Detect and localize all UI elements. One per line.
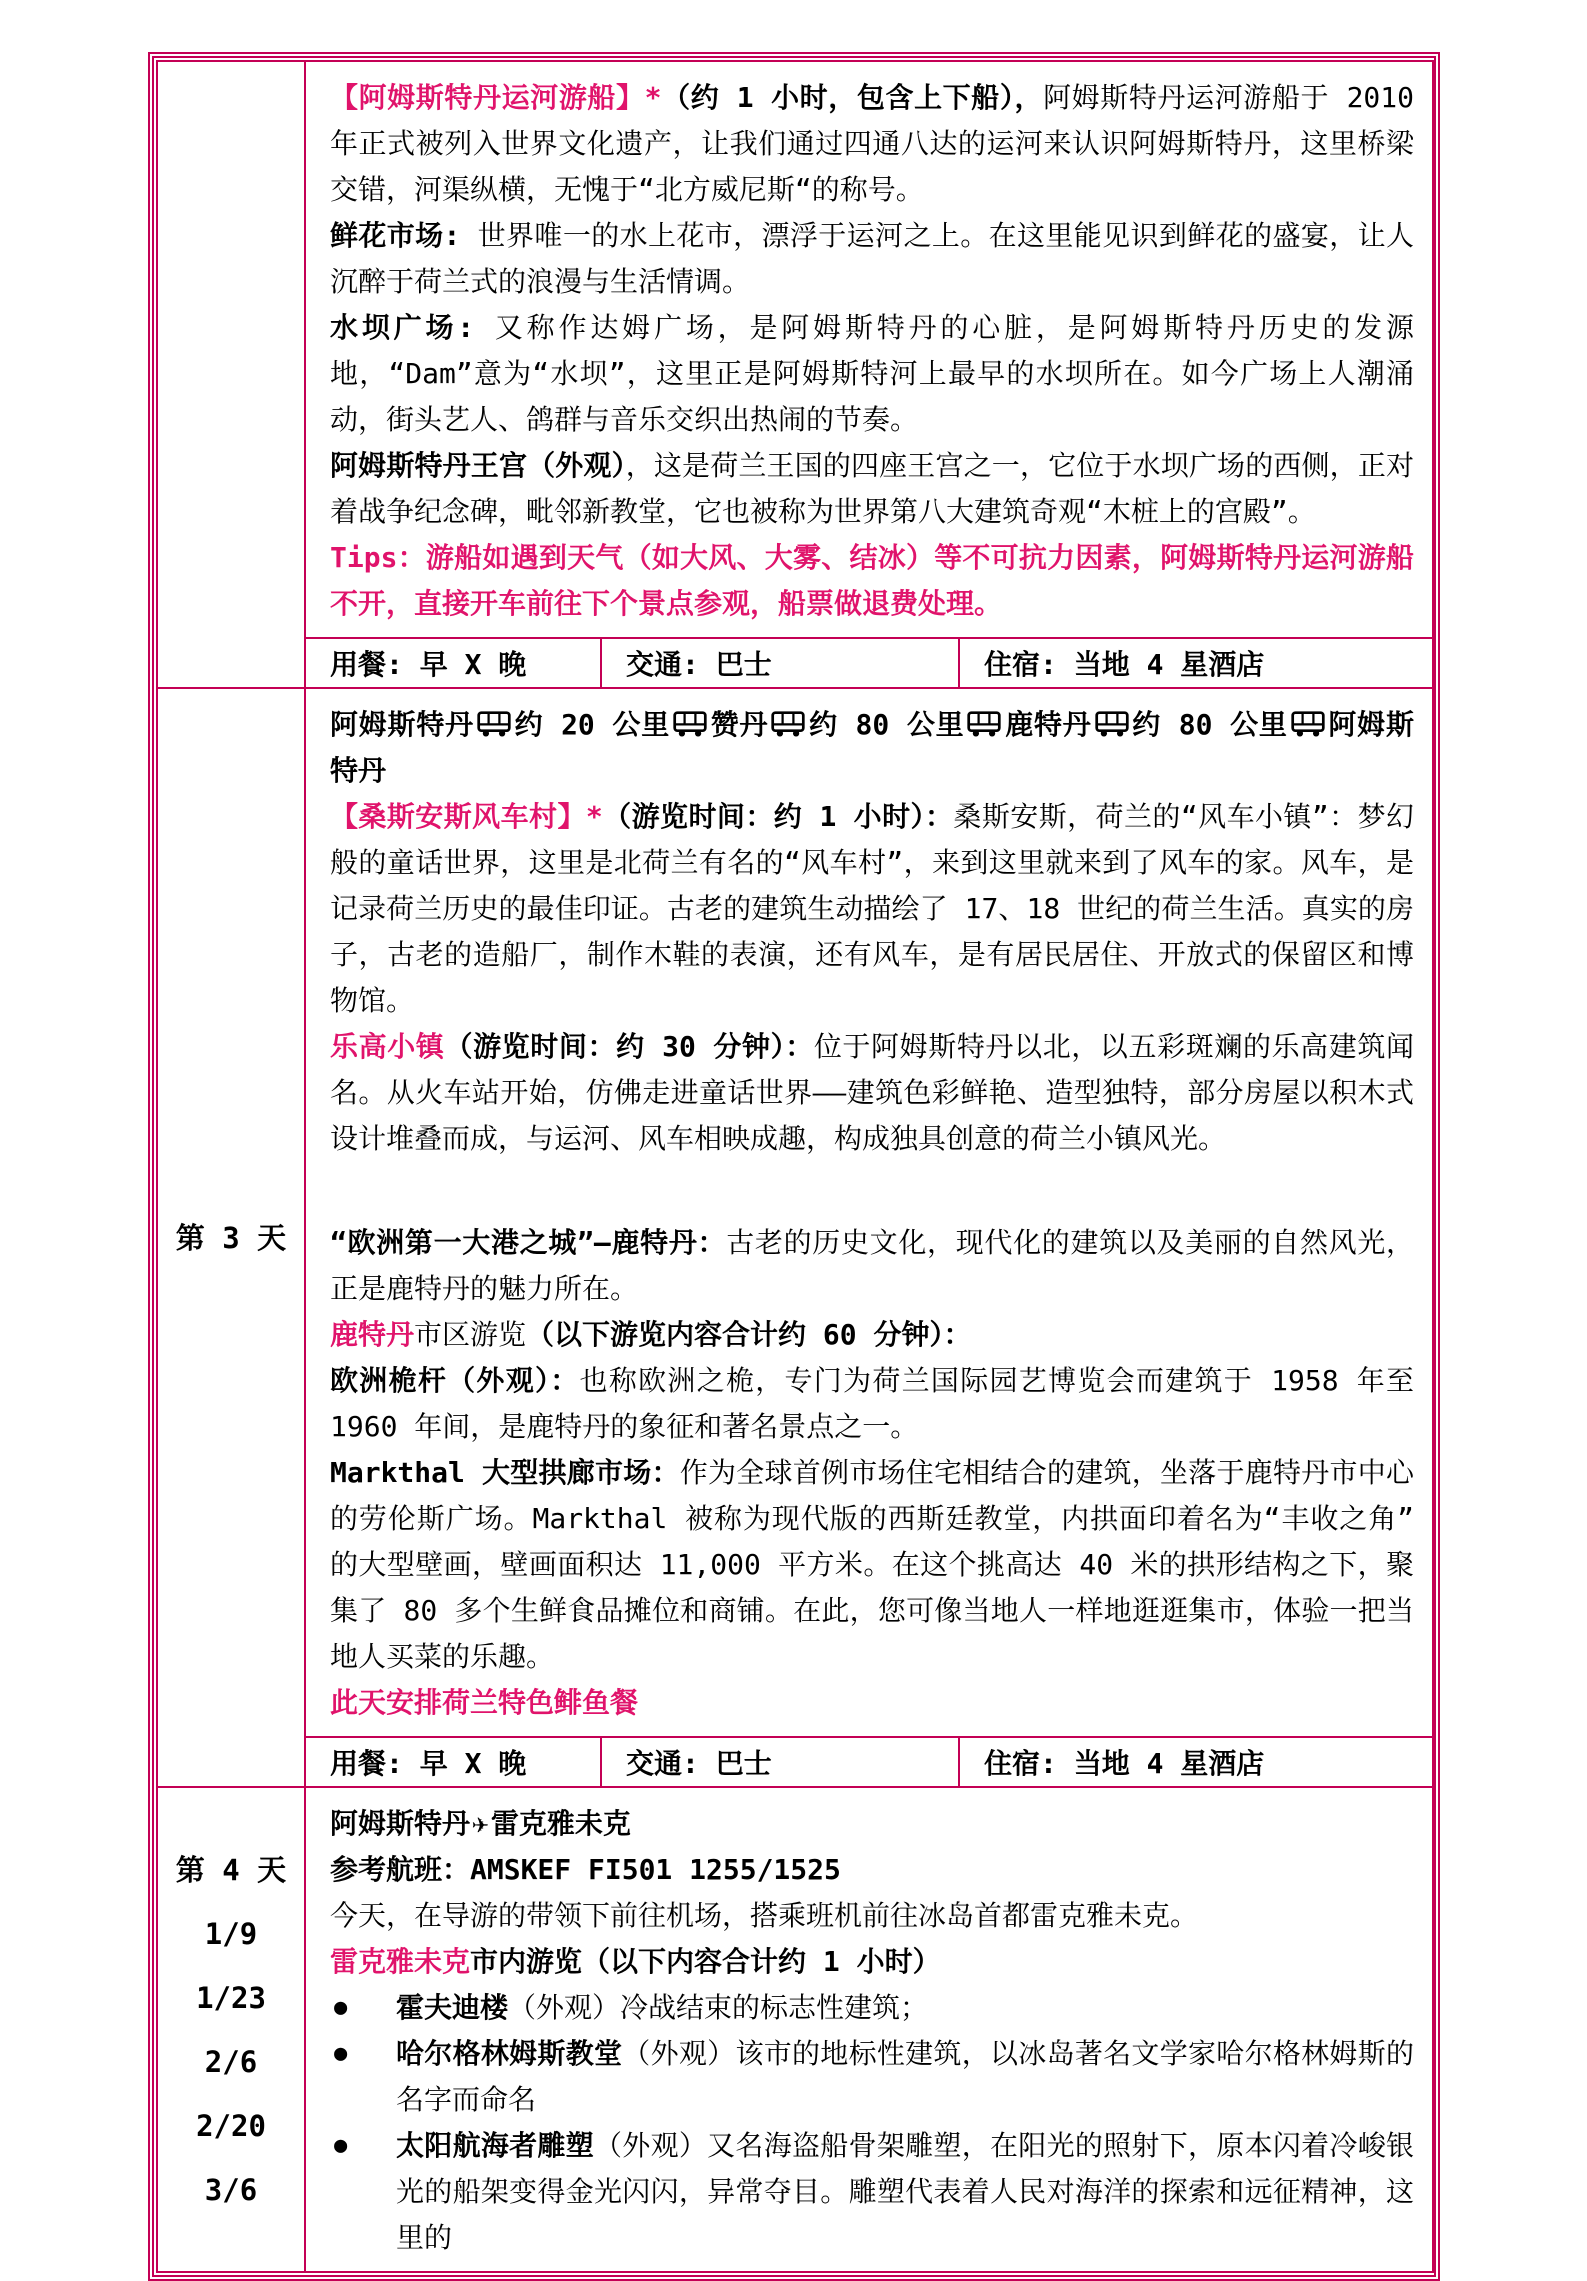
duration-note: 市内游览（以下内容合计约 1 小时）	[470, 1945, 941, 1978]
meal-dining-label: 用餐: 早 X 晚	[330, 1747, 527, 1780]
paragraph-reykjavik-tour	[330, 1939, 1414, 1985]
meal-transport-cell	[601, 1737, 959, 1787]
bus-icon	[1092, 708, 1132, 741]
day4-dates-block	[159, 1838, 303, 2222]
attraction-title: 水坝广场:	[330, 311, 495, 344]
bus-icon	[474, 708, 514, 741]
route-distance: 约 80 公里	[1131, 708, 1288, 741]
paragraph-canal-cruise	[330, 75, 1414, 213]
paragraph-herring-meal	[330, 1680, 1414, 1726]
attraction-title: 欧洲桅杆（外观）：	[330, 1364, 580, 1397]
meal-transport-label: 交通: 巴士	[626, 648, 772, 681]
departure-date: 3/6	[204, 2172, 258, 2207]
meal-dining-label: 用餐: 早 X 晚	[330, 648, 527, 681]
departure-date: 2/6	[204, 2044, 258, 2079]
day2-meal-row	[157, 638, 1433, 688]
text-run: 阿姆斯特丹运河游船于 2010 年正式被列入世界文化遗产，让我们通过四通八达的运河来认识阿姆斯特丹，这里桥梁交错，河渠纵横，无愧于“北方威尼斯“的称号。	[330, 81, 1415, 206]
bullet-hofdi-house	[330, 1985, 1414, 2031]
paragraph-euromast	[330, 1358, 1414, 1450]
blank-line	[330, 1162, 1414, 1220]
duration-note: （约 1 小时，包含上下船），	[661, 81, 1044, 114]
route-distance: 约 20 公里	[513, 708, 670, 741]
paragraph-transfer	[330, 1893, 1414, 1939]
attraction-title: 【阿姆斯特丹运河游船】*	[330, 81, 662, 114]
day-cell-empty	[157, 61, 305, 688]
attraction-title: 哈尔格林姆斯教堂	[396, 2037, 623, 2070]
route-city: 阿姆斯特丹	[330, 1807, 471, 1840]
paragraph-lego-town	[330, 1024, 1414, 1162]
departure-date: 1/23	[196, 1980, 266, 2015]
attraction-title: 鲜花市场:	[330, 219, 478, 252]
paragraph-rotterdam-tour	[330, 1312, 1414, 1358]
itinerary-table-border	[148, 52, 1440, 2281]
tips-text: Tips：游船如遇到天气（如大风、大雾、结冰）等不可抗力因素，阿姆斯特丹运河游船不开，直接开车前往下个景点参观，船票做退费处理。	[330, 541, 1415, 620]
plane-icon: ✈	[472, 1807, 489, 1840]
route-distance: 约 80 公里	[808, 708, 965, 741]
city-name: 鹿特丹	[330, 1318, 415, 1351]
paragraph-dam-square	[330, 305, 1414, 443]
bus-icon	[768, 708, 808, 741]
departure-date: 2/20	[196, 2108, 266, 2143]
paragraph-rotterdam-intro	[330, 1220, 1414, 1312]
flight-route-line	[330, 1801, 1414, 1847]
attraction-title: Markthal 大型拱廊市场：	[330, 1456, 680, 1489]
text-run: 今天，在导游的带领下前往机场，搭乘班机前往冰岛首都雷克雅未克。	[330, 1899, 1199, 1932]
text-run: 古老的历史文化，现代化的建筑以及美丽的自然风光，正是鹿特丹的魅力所在。	[330, 1226, 1415, 1305]
duration-note: （游览时间：约 1 小时）：	[602, 800, 954, 833]
route-city: 赞丹	[709, 708, 769, 741]
bullet-hallgrimskirkja	[330, 2031, 1414, 2123]
text-run: 世界唯一的水上花市，漂浮于运河之上。在这里能见识到鲜花的盛宴，让人沉醉于荷兰式的浪漫与生活情调。	[330, 219, 1415, 298]
paragraph-flower-market	[330, 213, 1414, 305]
day2-content-cell	[305, 61, 1433, 638]
bullet-icon: ●	[334, 2133, 348, 2158]
paragraph-royal-palace	[330, 443, 1414, 535]
route-city: 阿姆斯特丹	[330, 708, 474, 741]
attraction-title: 霍夫迪楼	[396, 1991, 509, 2024]
attraction-title: 阿姆斯特丹王宫（外观）	[330, 449, 626, 482]
bullet-sun-voyager	[330, 2123, 1414, 2261]
bullet-text	[396, 1985, 1414, 2031]
bullet-text	[396, 2123, 1414, 2261]
bullet-icon: ●	[334, 2041, 348, 2066]
bus-icon	[670, 708, 710, 741]
day-label: 第 4 天	[175, 1852, 287, 1887]
attraction-title: 太阳航海者雕塑	[396, 2129, 594, 2162]
duration-note: （以下游览内容合计约 60 分钟）：	[526, 1318, 972, 1351]
bus-icon	[1288, 708, 1328, 741]
duration-note: （游览时间：约 30 分钟）：	[444, 1030, 814, 1063]
flight-number: 参考航班：AMSKEF FI501 1255/1525	[330, 1853, 841, 1886]
meal-hotel-label: 住宿: 当地 4 星酒店	[984, 648, 1265, 681]
paragraph-tips	[330, 535, 1414, 627]
meal-dining-cell	[305, 1737, 601, 1787]
meal-hotel-cell	[959, 1737, 1433, 1787]
paragraph-zaanse-schans	[330, 794, 1414, 1024]
day-cell-day4	[157, 1787, 305, 2272]
text-run: 市区游览	[414, 1318, 527, 1351]
day3-content-cell	[305, 688, 1433, 1737]
text-run: 也称欧洲之桅，专门为荷兰国际园艺博览会而建筑于 1958 年至 1960 年间，是鹿特丹的象征和著名景点之一。	[330, 1364, 1415, 1443]
itinerary-table-border-inner	[152, 56, 1436, 2277]
day-cell-day3	[157, 688, 305, 1787]
meal-hotel-cell	[959, 638, 1433, 688]
text-run: 桑斯安斯，荷兰的“风车小镇”：梦幻般的童话世界，这里是北荷兰有名的“风车村”，来到这里就来到了风车的家。风车，是记录荷兰历史的最佳印证。古老的建筑生动描绘了 17、18 世纪的荷兰生活。真实的房子，古老的造船厂，制作木鞋的表演，还有风车，是有居民居住、开放式的保留区和博物馆。	[330, 800, 1415, 1017]
attraction-title: 【桑斯安斯风车村】*	[330, 800, 603, 833]
paragraph-markthal	[330, 1450, 1414, 1680]
meal-transport-label: 交通: 巴士	[626, 1747, 772, 1780]
meal-transport-cell	[601, 638, 959, 688]
route-city: 阿姆斯特丹	[330, 708, 1414, 787]
route-line	[330, 702, 1414, 794]
flight-reference-line	[330, 1847, 1414, 1893]
bullet-icon: ●	[334, 1995, 348, 2020]
meal-hotel-label: 住宿: 当地 4 星酒店	[984, 1747, 1265, 1780]
text-run: （外观）又名海盗船骨架雕塑，在阳光的照射下，原本闪着冷峻银光的船架变得金光闪闪，异常夺目。雕塑代表着人民对海洋的探索和远征精神，这里的	[396, 2129, 1415, 2254]
text-run: 位于阿姆斯特丹以北，以五彩斑斓的乐高建筑闻名。从火车站开始，仿佛走进童话世界——建筑色彩鲜艳、造型独特，部分房屋以积木式设计堆叠而成，与运河、风车相映成趣，构成独具创意的荷兰小镇风光。	[330, 1030, 1415, 1155]
route-city: 雷克雅未克	[490, 1807, 631, 1840]
text-run: ，这是荷兰王国的四座王宫之一，它位于水坝广场的西侧，正对着战争纪念碑，毗邻新教堂，它也被称为世界第八大建筑奇观“木桩上的宫殿”。	[330, 449, 1414, 528]
text-run: （外观）该市的地标性建筑，以冰岛著名文学家哈尔格林姆斯的名字而命名	[396, 2037, 1415, 2116]
tips-text: 此天安排荷兰特色鲱鱼餐	[330, 1686, 639, 1719]
text-run: （外观）冷战结束的标志性建筑；	[508, 1991, 929, 2024]
text-run: 作为全球首例市场住宅相结合的建筑，坐落于鹿特丹市中心的劳伦斯广场。Markthal 被称为现代版的西斯廷教堂，内拱面印着名为“丰收之角” 的大型壁画，壁画面积达 11,000 平方米。在这个挑高达 40 米的拱形结构之下，聚集了 80 多个生鲜食品摊位和商铺。在此，您可像当地人一样地逛逛集市，体验一把当地人买菜的乐趣。	[330, 1456, 1415, 1673]
bus-icon	[964, 708, 1004, 741]
attraction-title: “欧洲第一大港之城”—鹿特丹：	[330, 1226, 727, 1259]
text-run: 又称作达姆广场，是阿姆斯特丹的心脏，是阿姆斯特丹历史的发源地，“Dam”意为“水坝”，这里正是阿姆斯特河上最早的水坝所在。如今广场上人潮涌动，街头艺人、鸽群与音乐交织出热闹的节奏。	[330, 311, 1415, 436]
route-city: 鹿特丹	[1004, 708, 1092, 741]
bullet-text	[396, 2031, 1414, 2123]
attraction-title: 乐高小镇	[330, 1030, 445, 1063]
itinerary-table	[156, 60, 1434, 2273]
city-name: 雷克雅未克	[330, 1945, 471, 1978]
day4-content-cell	[305, 1787, 1433, 2272]
meal-dining-cell	[305, 638, 601, 688]
day-label: 第 3 天	[175, 1220, 287, 1255]
departure-date: 1/9	[204, 1916, 258, 1951]
day3-meal-row	[157, 1737, 1433, 1787]
